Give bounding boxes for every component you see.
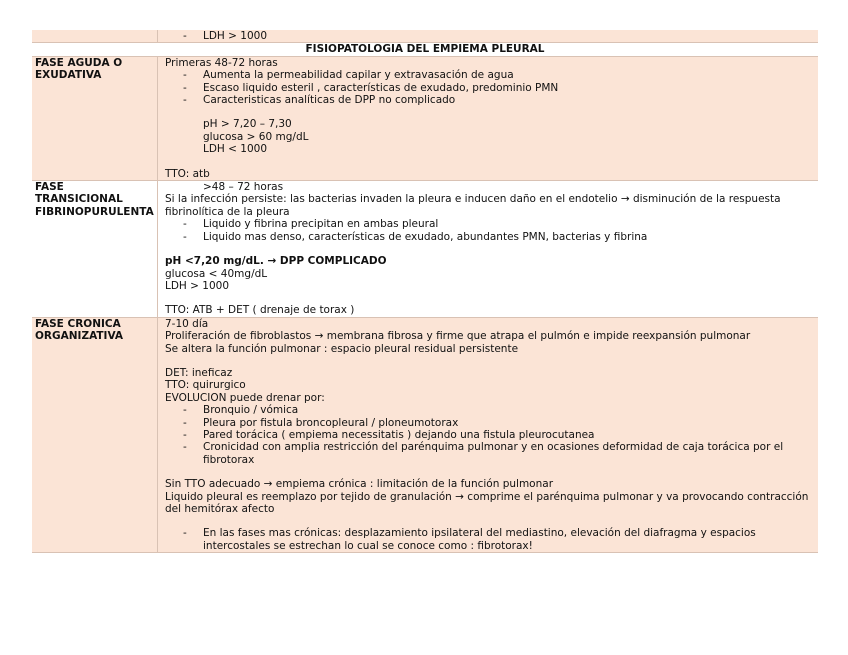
fase-cronica-content bbox=[158, 318, 818, 553]
fase-aguda-tto: TTO: atb bbox=[165, 167, 210, 180]
list-item: - Caracteristicas analíticas de DPP no complicado bbox=[183, 94, 814, 106]
dpp-complicado-line: pH <7,20 mg/dL. → DPP COMPLICADO bbox=[165, 255, 387, 268]
top-row bbox=[32, 30, 818, 43]
value-line: pH > 7,20 – 7,30 bbox=[203, 118, 292, 131]
fase-aguda-intro: Primeras 48-72 horas bbox=[165, 56, 278, 69]
value-line: glucosa > 60 mg/dL bbox=[203, 130, 309, 143]
fase-cronica-time: 7-10 día bbox=[165, 317, 209, 330]
list-item: - Pleura por fistula broncopleural / ploneumotorax bbox=[183, 417, 814, 429]
fase-cronica-det: DET: ineficaz bbox=[165, 366, 233, 379]
fase-transicional-tto: TTO: ATB + DET ( drenaje de torax ) bbox=[165, 304, 355, 317]
list-item: - En las fases mas crónicas: desplazamiento ipsilateral del mediastino, elevación del diafragma y espacios intercostales se estrechan lo cual se conoce como : fibrotorax! bbox=[183, 527, 814, 552]
fase-transicional-content bbox=[158, 181, 818, 317]
list-item: - Cronicidad con amplia restricción del parénquima pulmonar y en ocasiones deformidad de caja torácica por el fibrotorax bbox=[183, 441, 814, 466]
value-line: glucosa < 40mg/dL bbox=[165, 267, 268, 280]
list-item: - Liquido y fibrina precipitan en ambas pleural bbox=[183, 218, 814, 230]
document-table bbox=[32, 30, 818, 553]
fase-aguda-label: FASE AGUDA O EXUDATIVA bbox=[32, 57, 158, 180]
top-row-content bbox=[158, 30, 818, 42]
list-item: - Liquido mas denso, características de exudado, abundantes PMN, bacterias y fibrina bbox=[183, 231, 814, 243]
fase-cronica-liquido: Liquido pleural es reemplazo por tejido de granulación → comprime el parénquima pulmonar y va provocando contracción del hemitórax afecto bbox=[165, 490, 809, 515]
list-item: - LDH > 1000 bbox=[183, 30, 814, 42]
title-row bbox=[32, 43, 818, 56]
list-item: - Pared torácica ( empiema necessitatis ) dejando una fistula pleurocutanea bbox=[183, 429, 814, 441]
fase-cronica-sin-tto: Sin TTO adecuado → empiema crónica : limitación de la función pulmonar bbox=[165, 478, 554, 491]
fase-transicional-row bbox=[32, 181, 818, 318]
fase-transicional-time: >48 – 72 horas bbox=[203, 181, 284, 194]
fase-transicional-label: FASE TRANSICIONAL FIBRINOPURULENTA bbox=[32, 181, 158, 317]
page-title: FISIOPATOLOGIA DEL EMPIEMA PLEURAL bbox=[305, 43, 545, 56]
fase-transicional-text: Si la infección persiste: las bacterias invaden la pleura e inducen daño en el endotelio → disminución de la respuesta fibrinolítica de la pleura bbox=[165, 193, 781, 218]
fase-cronica-p2: Se altera la función pulmonar : espacio pleural residual persistente bbox=[165, 342, 519, 355]
list-item: - Escaso liquido esteril , características de exudado, predominio PMN bbox=[183, 82, 814, 94]
fase-cronica-row bbox=[32, 318, 818, 554]
fase-aguda-content bbox=[158, 57, 818, 180]
fase-cronica-evolucion: EVOLUCION puede drenar por: bbox=[165, 391, 325, 404]
fase-cronica-p1: Proliferación de fibroblastos → membrana fibrosa y firme que atrapa el pulmón e impide reexpansión pulmonar bbox=[165, 330, 751, 343]
fase-cronica-label: FASE CRONICA ORGANIZATIVA bbox=[32, 318, 158, 553]
list-item: - Bronquio / vómica bbox=[183, 404, 814, 416]
fase-aguda-row bbox=[32, 57, 818, 181]
value-line: LDH > 1000 bbox=[165, 279, 230, 292]
top-row-label bbox=[32, 30, 158, 42]
value-line: LDH < 1000 bbox=[203, 143, 268, 156]
fase-cronica-tto: TTO: quirurgico bbox=[165, 379, 246, 392]
list-item: - Aumenta la permeabilidad capilar y extravasación de agua bbox=[183, 69, 814, 81]
